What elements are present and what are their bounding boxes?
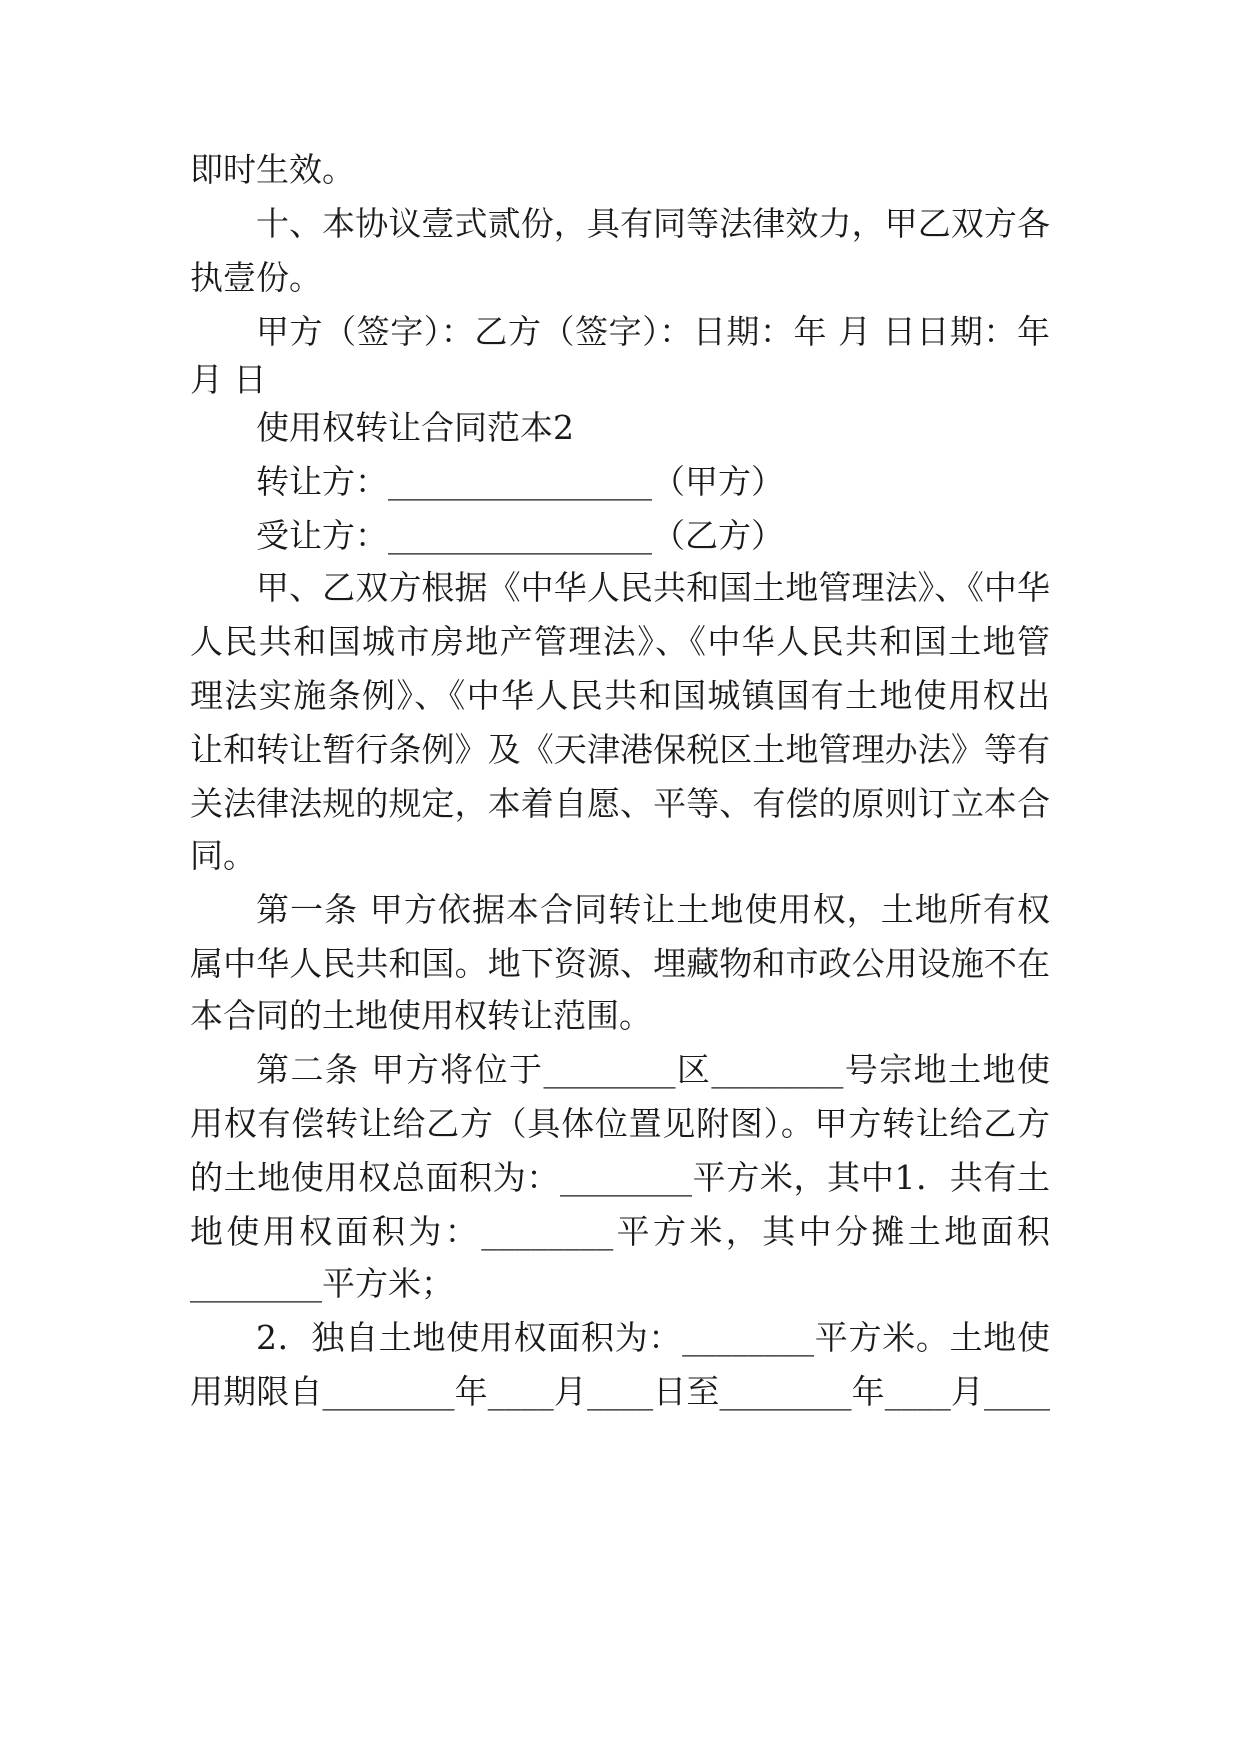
text-line: 2．独自土地使用权面积为：________平方米。土地使 bbox=[256, 1318, 1050, 1357]
text-line: 属中华人民共和国。地下资源、埋藏物和市政公用设施不在 bbox=[190, 944, 1050, 983]
text-line: 关法律法规的规定，本着自愿、平等、有偿的原则订立本合 bbox=[190, 784, 1050, 823]
text-line: 用权有偿转让给乙方（具体位置见附图）。甲方转让给乙方 bbox=[190, 1104, 1050, 1143]
text-line: 理法实施条例》、《中华人民共和国城镇国有土地使用权出 bbox=[190, 676, 1050, 715]
text-line: 甲方（签字）：乙方（签字）：日期：年 月 日日期：年 bbox=[256, 312, 1050, 351]
text-line: 执壹份。 bbox=[190, 258, 322, 297]
text-line: 让和转让暂行条例》及《天津港保税区土地管理办法》等有 bbox=[190, 730, 1050, 769]
transferee-line: 受让方：________________（乙方） bbox=[256, 516, 784, 555]
text-line: 十、本协议壹式贰份，具有同等法律效力，甲乙双方各 bbox=[256, 204, 1050, 243]
text-line: ________平方米； bbox=[190, 1264, 454, 1303]
text-line: 人民共和国城市房地产管理法》、《中华人民共和国土地管 bbox=[190, 622, 1050, 661]
text-line: 甲、乙双方根据《中华人民共和国土地管理法》、《中华 bbox=[256, 568, 1050, 607]
transferor-line: 转让方：________________（甲方） bbox=[256, 462, 784, 501]
text-line: 第二条 甲方将位于________区________号宗地土地使 bbox=[256, 1050, 1050, 1089]
text-line: 的土地使用权总面积为：________平方米，其中1．共有土 bbox=[190, 1158, 1050, 1197]
text-line: 第一条 甲方依据本合同转让土地使用权，土地所有权 bbox=[256, 890, 1050, 929]
text-line: 即时生效。 bbox=[190, 150, 355, 189]
text-line: 用期限自________年____月____日至________年____月____ bbox=[190, 1372, 1050, 1411]
text-line: 地使用权面积为：________平方米，其中分摊土地面积 bbox=[190, 1212, 1050, 1251]
text-line: 月 日 bbox=[190, 360, 267, 399]
text-line: 本合同的土地使用权转让范围。 bbox=[190, 996, 652, 1035]
text-line: 同。 bbox=[190, 836, 256, 875]
section-title: 使用权转让合同范本2 bbox=[256, 408, 574, 447]
